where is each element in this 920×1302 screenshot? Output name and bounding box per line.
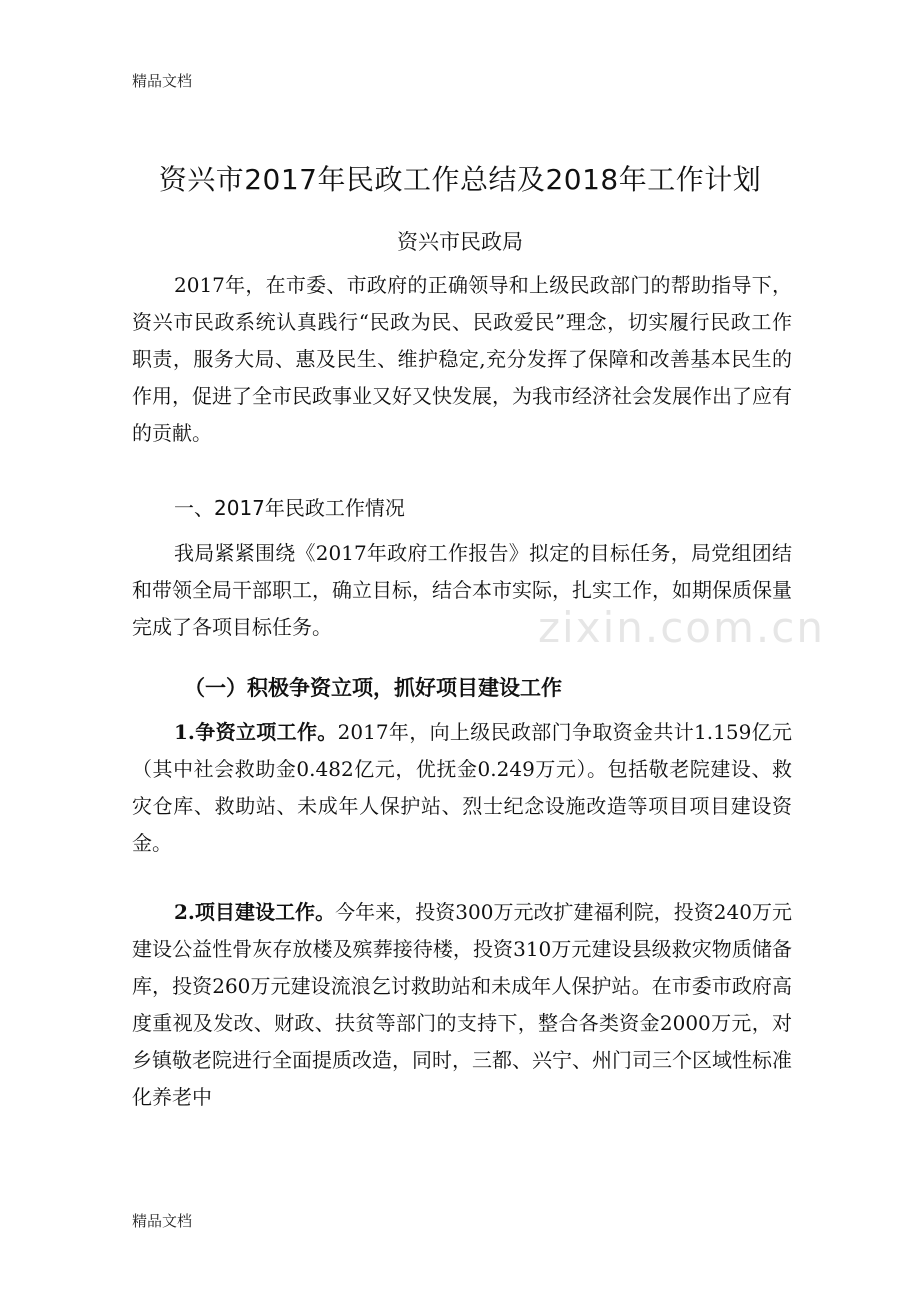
document-author: 资兴市民政局 (397, 230, 523, 254)
item1-paragraph (132, 714, 792, 862)
subsection1-heading: （一）积极争资立项，抓好项目建设工作 (184, 676, 562, 700)
section1-heading: 一、2017年民政工作情况 (174, 496, 405, 520)
item2-text: 今年来，投资300万元改扩建福利院，投资240万元建设公益性骨灰存放楼及殡葬接待楼，投资310万元建设县级救灾物质储备库，投资260万元建设流浪乞讨救助站和未成年人保护站。在市委市政府高度重视及发改、财政、扶贫等部门的支持下，整合各类资金2000万元，对乡镇敬老院进行全面提质改造，同时，三都、兴宁、州门司三个区域性标准化养老中 (132, 900, 792, 1109)
page-header-label: 精品文档 (132, 72, 193, 90)
watermark-text: zixin.com.cn (538, 603, 825, 652)
section1-paragraph: 我局紧紧围绕《2017年政府工作报告》拟定的目标任务，局党组团结和带领全局干部职工，确立目标，结合本市实际，扎实工作，如期保质保量完成了各项目标任务。 (132, 541, 792, 639)
item1-title: 1.争资立项工作。 (174, 720, 338, 744)
item2-title: 2.项目建设工作。 (174, 900, 336, 924)
item1-text: 2017年，向上级民政部门争取资金共计1.159亿元（其中社会救助金0.482亿元，优抚金0.249万元）。包括敬老院建设、救灾仓库、救助站、未成年人保护站、烈士纪念设施改造等项目项目建设资金。 (132, 720, 792, 855)
intro-paragraph: 2017年，在市委、市政府的正确领导和上级民政部门的帮助指导下，资兴市民政系统认真践行“民政为民、民政爱民”理念，切实履行民政工作职责，服务大局、惠及民生、维护稳定,充分发挥了保障和改善基本民生的作用，促进了全市民政事业又好又快发展，为我市经济社会发展作出了应有的贡献。 (132, 273, 792, 445)
page-footer-label: 精品文档 (132, 1212, 193, 1230)
item2-paragraph (132, 894, 792, 1116)
document-title: 资兴市2017年民政工作总结及2018年工作计划 (158, 163, 762, 196)
